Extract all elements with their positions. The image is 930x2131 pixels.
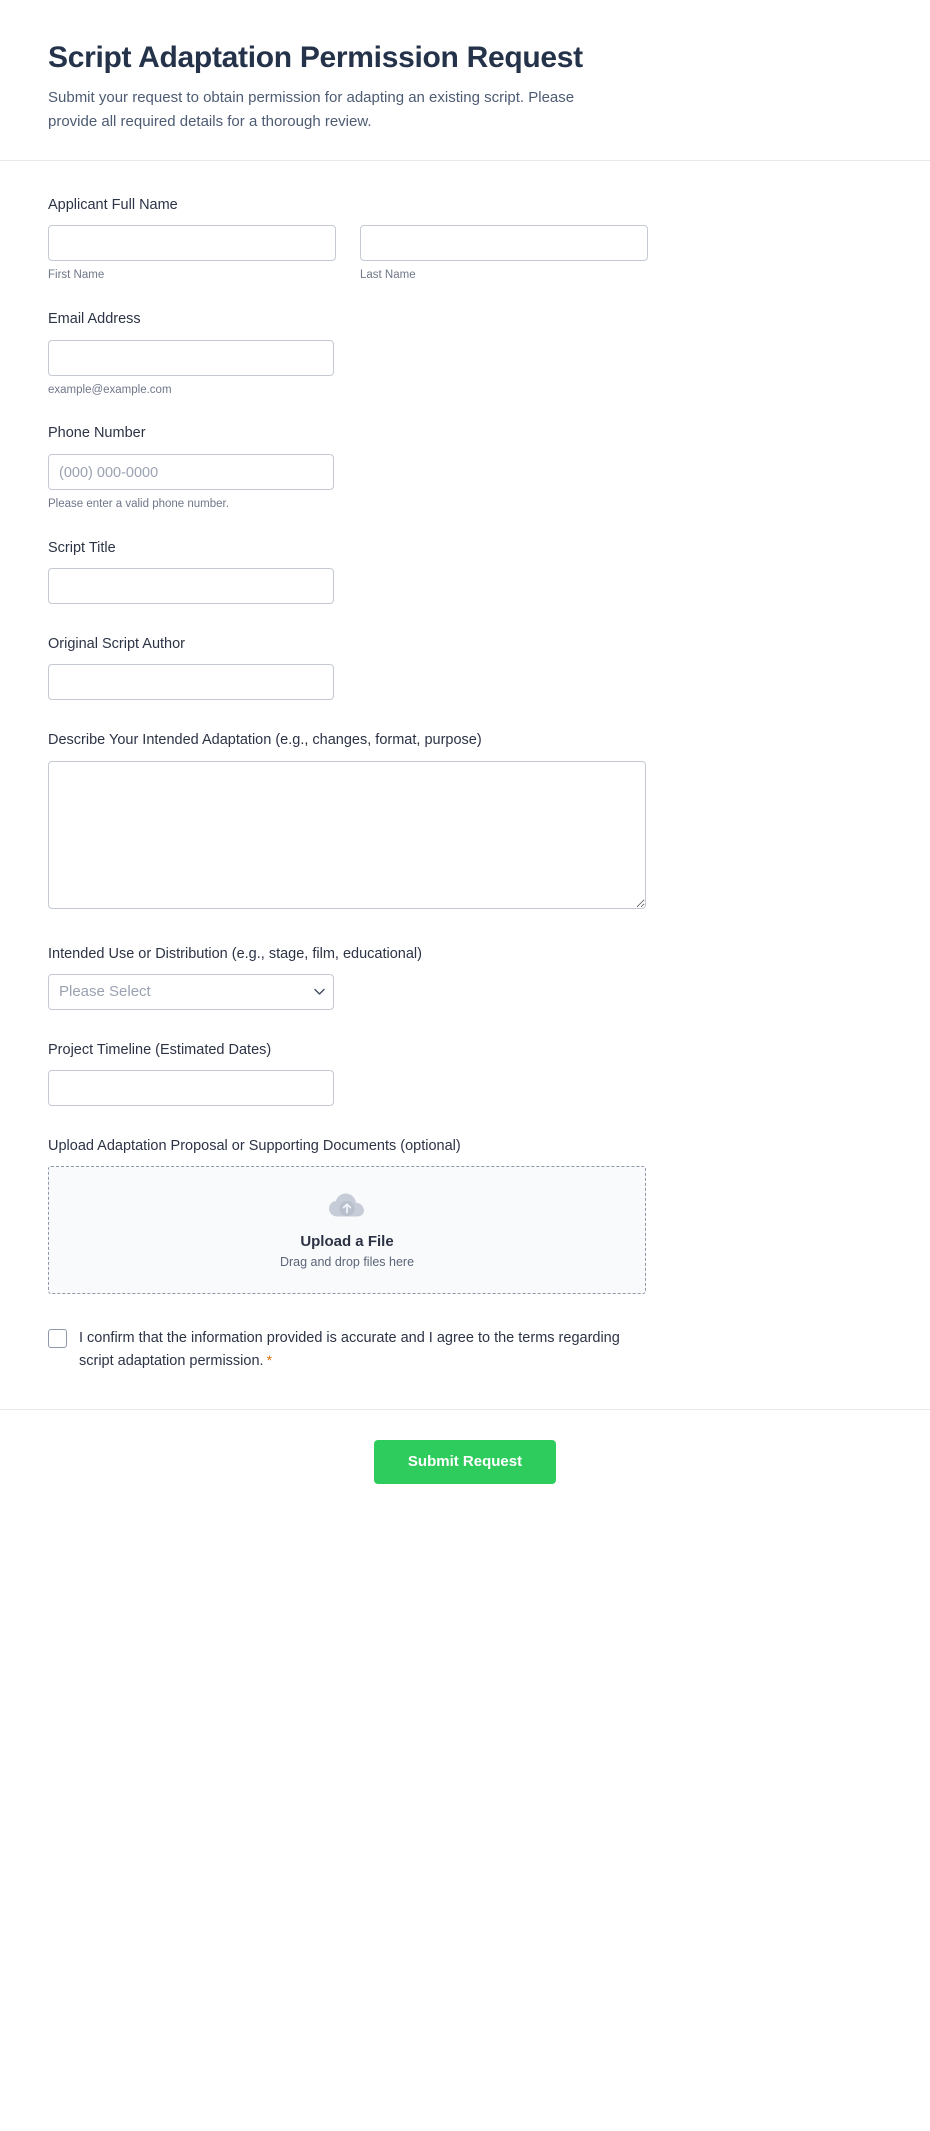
upload-button-title[interactable]: Upload a File [300,1232,394,1250]
email-input[interactable] [48,340,334,376]
upload-label: Upload Adaptation Proposal or Supporting Documents (optional) [48,1138,461,1155]
required-marker: * [266,1352,273,1369]
first-name-sublabel: First Name [48,269,105,282]
phone-input[interactable] [48,454,334,490]
phone-sublabel: Please enter a valid phone number. [48,497,229,510]
applicant-name-label: Applicant Full Name [48,197,178,213]
last-name-input[interactable] [360,225,648,261]
adaptation-description-textarea[interactable] [48,761,646,909]
page-title: Script Adaptation Permission Request [48,41,583,74]
intended-use-label: Intended Use or Distribution (e.g., stage, film, educational) [48,945,422,962]
original-author-label: Original Script Author [48,636,186,652]
field-email [48,309,882,397]
file-upload-dropzone[interactable] [48,1166,646,1294]
field-applicant-name [48,195,882,283]
form-body [0,161,930,1409]
field-phone [48,423,882,511]
script-title-label: Script Title [48,539,116,556]
field-original-author [48,634,882,700]
intended-use-select-wrap [48,974,334,1010]
original-author-input[interactable] [48,664,334,700]
email-label: Email Address [48,311,141,328]
email-sublabel: example@example.com [48,383,172,396]
field-timeline [48,1040,882,1106]
consent-text-wrap [79,1328,628,1373]
timeline-label: Project Timeline (Estimated Dates) [48,1041,272,1058]
name-row [48,225,882,283]
cloud-upload-icon [327,1192,367,1225]
phone-label: Phone Number [48,425,146,442]
consent-text: I confirm that the information provided is accurate and I agree to the terms regarding script adaptation permission. [79,1330,620,1370]
field-intended-use [48,944,882,1010]
timeline-input[interactable] [48,1070,334,1106]
intended-use-select[interactable] [48,974,334,1010]
consent-checkbox[interactable] [48,1329,67,1348]
page-subtitle: Submit your request to obtain permission for adapting an existing script. Please provide all required details for a thorough review. [48,89,575,130]
submit-button[interactable]: Submit Request [374,1440,556,1484]
field-adaptation-description [48,730,882,913]
first-name-input[interactable] [48,225,336,261]
script-title-input[interactable] [48,568,334,604]
form-footer [0,1409,930,1524]
first-name-col [48,225,336,283]
last-name-sublabel: Last Name [360,269,416,282]
adaptation-description-label: Describe Your Intended Adaptation (e.g., changes, format, purpose) [48,732,482,749]
form-header [0,0,930,161]
field-upload [48,1136,882,1294]
field-script-title [48,538,882,604]
consent-row [48,1328,628,1373]
last-name-col [360,225,648,283]
upload-hint: Drag and drop files here [279,1254,415,1269]
